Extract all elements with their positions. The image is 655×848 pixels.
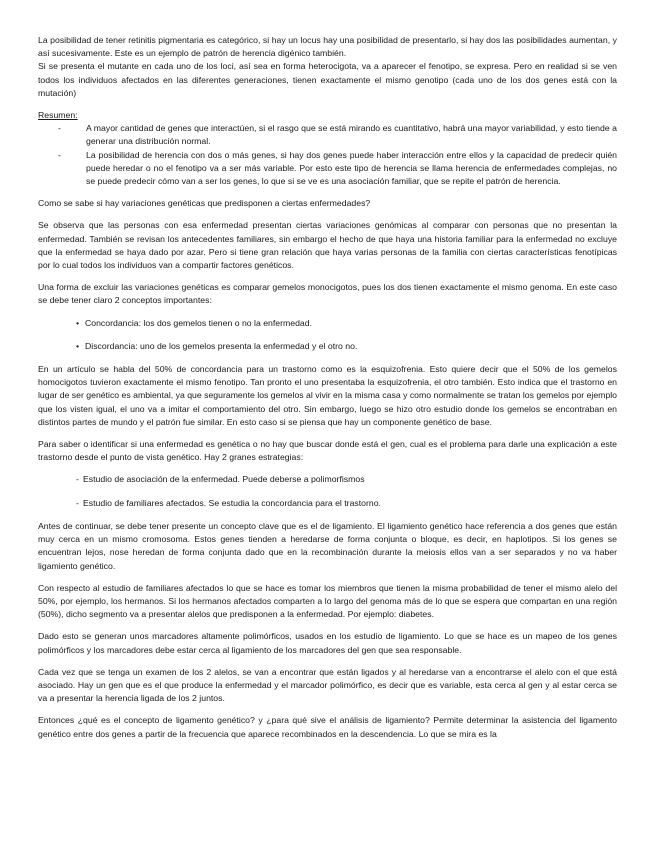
paragraph: Para saber o identificar si una enfermedad es genética o no hay que buscar donde está el gen, cual es el problema para darle una explicación a este trastorno desde el punto de vista genético. Hay 2 granes estrategias: [38, 439, 617, 463]
paragraph: Como se sabe si hay variaciones genéticas que predisponen a ciertas enfermedades? [38, 198, 371, 209]
paragraph: En un artículo se habla del 50% de concordancia para un trastorno como es la esquizofrenia. Esto quiere decir que el 50% de los gemelos homocigotos tuvieron exactamente el mismo fenotipo. Tan pronto el uno presentaba la esquizofrenia, el otro también. Esto indica que el trastorno en lugar de ser genético es ambiental, ya que seguramente los gemelos al vivir en la misma casa y como normalmente se tratan los gemelos por ejemplo que los visten igual, el uno va a imitar el comportamiento del otro. Sin embargo, luego se hizo otro estudio donde los gemelos se encontraban en distintos partes de mundo y el patrón fue similar. En esto caso si se piensa que hay un componente genético de base. [38, 364, 617, 427]
list-item [38, 317, 617, 330]
list-item-text: Estudio de asociación de la enfermedad. Puede deberse a polimorfismos [83, 474, 365, 485]
list-dash: - [76, 474, 79, 485]
resumen-list [38, 122, 617, 188]
list-item-text: La posibilidad de herencia con dos o más genes, si hay dos genes puede haber interacción entre ellos y la capacidad de predecir quién puede heredar o no el fenotipo va a ser más variable. Por esto este tipo de herencia se llama herencia de enfermedades complejas, no se puede predecir cómo van a ser los genes, lo que si se ve es una asociación familiar, que se repite el patrón de herencia. [86, 149, 617, 187]
paragraph: Entonces ¿qué es el concepto de ligamento genético? y ¿para qué sive el análisis de ligamiento? Permite determinar la asistencia del ligamento genético entre dos genes a partir de la frecuencia que aparece recombinados en la descendencia. Lo que se mira es la [38, 715, 617, 739]
paragraph: La posibilidad de tener retinitis pigmentaria es categórico, si hay un locus hay una posibilidad de presentarlo, si hay dos las posibilidades aumentan, y así sucesivamente. Este es un ejemplo de patrón de herencia digénico también. [38, 35, 617, 59]
paragraph: Se observa que las personas con esa enfermedad presentan ciertas variaciones genómicas al comparar con personas que no presentan la enfermedad. También se revisan los antecedentes familiares, sin embargo el hecho de que haya una historia familiar para la enfermedad no excluye que la enfermedad se haya dado por azar. Pero si tiene gran relación que haya varias personas de la familia con ciertas características fenotípicas por lo cual todos los individuos van a compartir factores genéticos. [38, 220, 617, 271]
list-dash: - [76, 497, 79, 508]
list-dash: - [58, 123, 61, 134]
list-item-text: A mayor cantidad de genes que interactúen, si el rasgo que se está mirando es cuantitativo, habrá una mayor variabilidad, y esto tiende a generar una distribución normal. [86, 123, 617, 147]
concept-list [38, 317, 617, 353]
list-item-text: Concordancia: los dos gemelos tienen o no la enfermedad. [85, 317, 312, 328]
strategy-list [38, 473, 617, 509]
paragraph: Dado esto se generan unos marcadores altamente polimórficos, usados en los estudio de ligamiento. Lo que se hace es un mapeo de los genes polimórficos y los marcadores debe estar cerca al ligamiento de los marcadores del gen que sea responsable. [38, 631, 617, 655]
list-item [38, 149, 617, 189]
list-item-text: Discordancia: uno de los gemelos presenta la enfermedad y el otro no. [85, 340, 358, 351]
paragraph: Antes de continuar, se debe tener presente un concepto clave que es el de ligamiento. El ligamiento genético hace referencia a dos genes que están muy cerca en un mismo cromosoma. Estos genes tienden a heredarse de forma conjunta o bloque, es decir, en haplotipos. Si los genes se encuentran lejos, nose heredan de forma conjunta dado que en la recombinación durante la meiosis ellos van a ser separados y no va haber ligamiento genético. [38, 520, 617, 571]
list-item [38, 122, 617, 148]
list-item [38, 340, 617, 353]
list-item-text: Estudio de familiares afectados. Se estudia la concordancia para el trastorno. [83, 497, 381, 508]
section-heading-resumen: Resumen: [38, 110, 78, 121]
list-dash: - [58, 149, 61, 160]
list-item [38, 473, 617, 486]
paragraph: Una forma de excluir las variaciones genéticas es comparar gemelos monocigotos, pues los dos tienen exactamente el mismo genoma. En este caso se debe tener claro 2 conceptos importantes: [38, 282, 617, 306]
paragraph: Si se presenta el mutante en cada uno de los loci, así sea en forma heterocigota, va a aparecer el fenotipo, se expresa. Pero en realidad si se ven todos los individuos afectados en las diferentes generaciones, tienen exactamente el mismo genotipo (cada uno de los dos genes está con la mutación) [38, 61, 617, 98]
paragraph: Cada vez que se tenga un examen de los 2 alelos, se van a encontrar que están ligados y al heredarse van a encontrarse el alelo con el que está asociado. Hay un gen que es el que produce la enfermedad y el marcador polimórfico, es decir que es variable, esta cerca al gen y al estar cerca se va a presentar la herencia ligada de los 2 juntos. [38, 666, 617, 704]
list-item [38, 497, 617, 510]
paragraph: Con respecto al estudio de familiares afectados lo que se hace es tomar los miembros que tienen la misma probabilidad de tener el mismo alelo del 50%, por ejemplo, los hermanos. Si los hermanos afectados comparten a lo largo del genoma más de lo que se espera que compartan en una región (50%), dicho segmento va a presentar alelos que predisponen a la enfermedad. Por ejemplo: diabetes. [38, 582, 617, 620]
list-bullet: • [76, 340, 80, 351]
list-bullet: • [76, 317, 80, 328]
